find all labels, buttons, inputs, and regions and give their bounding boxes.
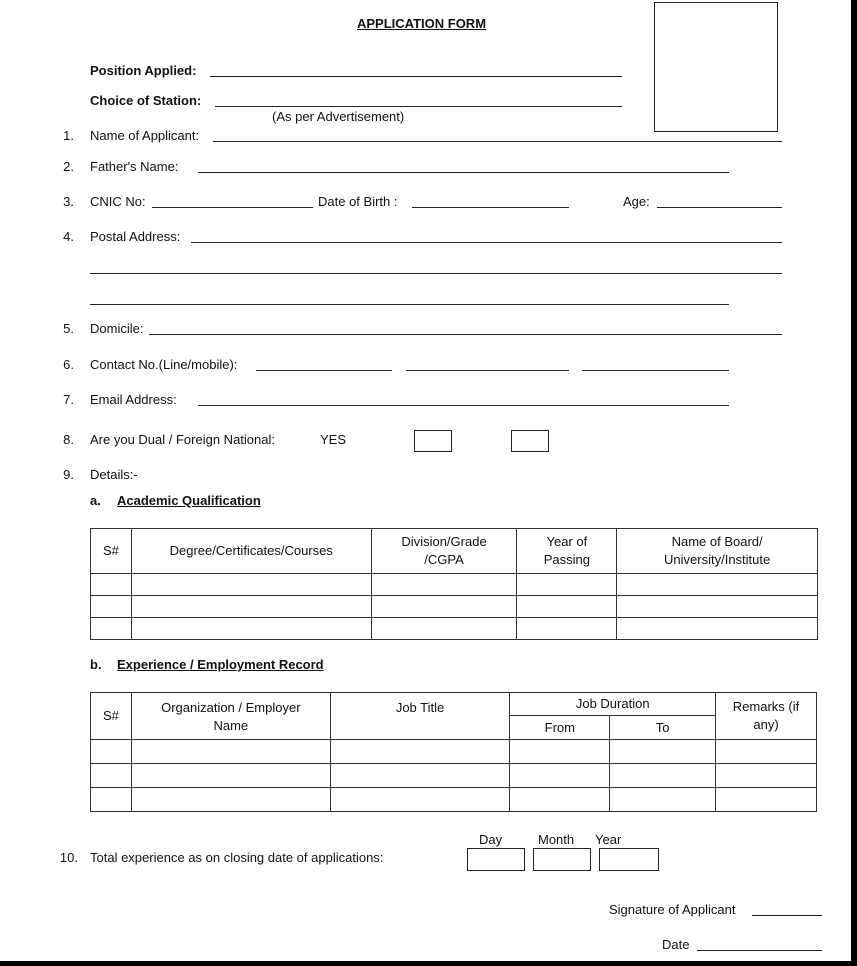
experience-header-remarks-text: Remarks (if any) xyxy=(732,699,800,732)
item-number-4: 4. xyxy=(63,229,74,244)
postal-address-label: Postal Address: xyxy=(90,229,181,244)
experience-header-from-text: From xyxy=(544,719,575,735)
table-cell[interactable] xyxy=(131,574,371,596)
experience-header-job-title-text: Job Title xyxy=(395,700,445,715)
name-field[interactable] xyxy=(213,141,782,142)
table-cell[interactable] xyxy=(91,574,132,596)
table-cell[interactable] xyxy=(371,574,517,596)
father-name-label: Father's Name: xyxy=(90,159,179,174)
table-cell[interactable] xyxy=(330,740,510,764)
table-cell[interactable] xyxy=(617,596,818,618)
position-applied-label: Position Applied: xyxy=(90,63,197,78)
choice-of-station-label: Choice of Station: xyxy=(90,93,202,108)
position-applied-field[interactable] xyxy=(210,76,622,77)
table-cell[interactable] xyxy=(131,764,330,788)
month-label: Month xyxy=(538,832,575,847)
postal-address-field-1[interactable] xyxy=(191,242,782,243)
name-label: Name of Applicant: xyxy=(90,128,200,143)
table-cell[interactable] xyxy=(131,596,371,618)
table-cell[interactable] xyxy=(371,596,517,618)
table-row xyxy=(91,596,818,618)
experience-header-job-title xyxy=(330,693,510,740)
experience-section-title: Experience / Employment Record xyxy=(117,657,324,672)
experience-header-remarks xyxy=(716,693,817,740)
table-row xyxy=(91,764,817,788)
experience-marker: b. xyxy=(90,657,102,672)
postal-address-field-3[interactable] xyxy=(90,304,729,305)
item-number-10: 10. xyxy=(59,850,78,865)
experience-header-to xyxy=(610,716,716,740)
date-label: Date xyxy=(662,937,690,952)
dual-national-checkbox-2[interactable] xyxy=(511,430,549,452)
postal-address-field-2[interactable] xyxy=(90,273,782,274)
contact-field-3[interactable] xyxy=(582,370,729,371)
table-cell[interactable] xyxy=(617,618,818,640)
item-number-9: 9. xyxy=(63,467,74,482)
experience-header-from xyxy=(510,716,610,740)
experience-header-duration-text: Job Duration xyxy=(575,696,650,711)
contact-label: Contact No.(Line/mobile): xyxy=(90,357,238,372)
age-field[interactable] xyxy=(657,207,782,208)
domicile-label: Domicile: xyxy=(90,321,144,336)
table-row xyxy=(91,788,817,812)
academic-header-board xyxy=(617,529,818,574)
cnic-field[interactable] xyxy=(152,207,313,208)
date-field[interactable] xyxy=(697,950,822,951)
academic-header-sno xyxy=(91,529,132,574)
dual-national-label: Are you Dual / Foreign National: xyxy=(90,432,275,447)
contact-field-2[interactable] xyxy=(406,370,569,371)
year-label: Year xyxy=(595,832,622,847)
photo-box[interactable] xyxy=(654,2,778,132)
experience-header-duration xyxy=(510,693,716,716)
table-cell[interactable] xyxy=(517,618,617,640)
academic-header-year-text: Year of Passing xyxy=(543,534,590,567)
academic-header-year xyxy=(517,529,617,574)
dob-field[interactable] xyxy=(412,207,569,208)
item-number-8: 8. xyxy=(63,432,74,447)
as-per-advertisement-note: (As per Advertisement) xyxy=(272,109,405,124)
details-label: Details:- xyxy=(90,467,138,482)
table-cell[interactable] xyxy=(610,764,716,788)
experience-header-sno-text: S# xyxy=(103,708,119,723)
academic-marker: a. xyxy=(90,493,101,508)
yes-label: YES xyxy=(320,432,347,447)
academic-header-division-text: Division/Grade /CGPA xyxy=(401,534,487,567)
email-label: Email Address: xyxy=(90,392,177,407)
year-input-box[interactable] xyxy=(599,848,659,871)
table-cell[interactable] xyxy=(610,788,716,812)
table-cell[interactable] xyxy=(517,574,617,596)
table-cell[interactable] xyxy=(617,574,818,596)
table-cell[interactable] xyxy=(610,740,716,764)
domicile-field[interactable] xyxy=(149,334,782,335)
table-cell[interactable] xyxy=(91,764,132,788)
table-cell[interactable] xyxy=(330,788,510,812)
table-cell[interactable] xyxy=(510,764,610,788)
table-row xyxy=(91,740,817,764)
table-cell[interactable] xyxy=(131,618,371,640)
experience-header-org xyxy=(131,693,330,740)
table-cell[interactable] xyxy=(330,764,510,788)
table-cell[interactable] xyxy=(510,788,610,812)
day-label: Day xyxy=(479,832,503,847)
table-cell[interactable] xyxy=(716,764,817,788)
contact-field-1[interactable] xyxy=(256,370,392,371)
item-number-2: 2. xyxy=(63,159,74,174)
experience-header-sno xyxy=(91,693,132,740)
academic-header-division xyxy=(371,529,517,574)
month-input-box[interactable] xyxy=(533,848,591,871)
table-cell[interactable] xyxy=(716,788,817,812)
page-border-bottom xyxy=(0,961,857,966)
age-label: Age: xyxy=(623,194,650,209)
table-cell[interactable] xyxy=(131,788,330,812)
choice-of-station-field[interactable] xyxy=(215,106,622,107)
experience-table xyxy=(90,692,817,812)
item-number-3: 3. xyxy=(63,194,74,209)
day-input-box[interactable] xyxy=(467,848,525,871)
total-experience-label: Total experience as on closing date of applications: xyxy=(90,850,384,865)
signature-label: Signature of Applicant xyxy=(609,902,736,917)
academic-header-sno-text: S# xyxy=(103,543,119,558)
table-cell[interactable] xyxy=(510,740,610,764)
dual-national-checkbox-1[interactable] xyxy=(414,430,452,452)
academic-table xyxy=(90,528,818,640)
table-cell[interactable] xyxy=(91,788,132,812)
item-number-6: 6. xyxy=(63,357,74,372)
cnic-label: CNIC No: xyxy=(90,194,146,209)
form-title: APPLICATION FORM xyxy=(357,16,487,31)
academic-section-title: Academic Qualification xyxy=(117,493,261,508)
table-cell[interactable] xyxy=(517,596,617,618)
email-field[interactable] xyxy=(198,405,729,406)
academic-header-degree xyxy=(131,529,371,574)
experience-header-to-text: To xyxy=(655,719,670,735)
table-row xyxy=(91,574,818,596)
table-cell[interactable] xyxy=(91,596,132,618)
academic-header-degree-text: Degree/Certificates/Courses xyxy=(169,543,333,558)
academic-header-board-text: Name of Board/ University/Institute xyxy=(664,534,771,567)
item-number-7: 7. xyxy=(63,392,74,407)
table-cell[interactable] xyxy=(91,740,132,764)
table-row xyxy=(91,618,818,640)
signature-field[interactable] xyxy=(752,915,822,916)
table-cell[interactable] xyxy=(131,740,330,764)
table-cell[interactable] xyxy=(91,618,132,640)
experience-header-org-text: Organization / Employer Name xyxy=(161,700,301,733)
dob-label: Date of Birth : xyxy=(318,194,398,209)
item-number-5: 5. xyxy=(63,321,74,336)
item-number-1: 1. xyxy=(63,128,74,143)
table-cell[interactable] xyxy=(371,618,517,640)
page-border-right xyxy=(851,0,857,966)
father-name-field[interactable] xyxy=(198,172,729,173)
table-cell[interactable] xyxy=(716,740,817,764)
